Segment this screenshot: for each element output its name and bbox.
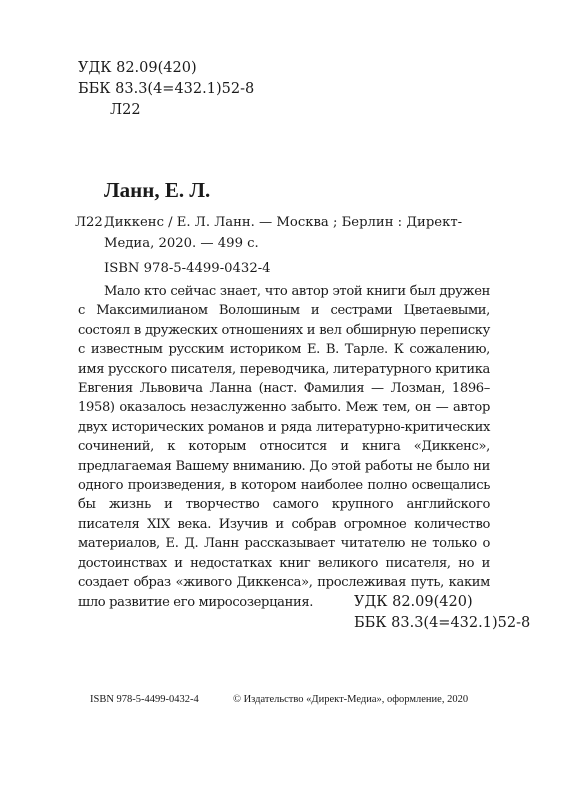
bbk-code-bottom: ББК 83.3(4=432.1)52-8 (354, 615, 531, 631)
udk-code-bottom: УДК 82.09(420) (354, 594, 473, 610)
bbk-code: ББК 83.3(4=432.1)52-8 (78, 81, 255, 97)
udk-code: УДК 82.09(420) (78, 60, 197, 76)
author-heading: Ланн, Е. Л. (104, 178, 211, 202)
bibliographic-author-mark: Л22 (75, 215, 103, 230)
footer-copyright: © Издательство «Директ-Медиа», оформление, 2020 (233, 694, 469, 705)
classification-codes-bottom (354, 592, 530, 634)
footer-isbn: ISBN 978-5-4499-0432-4 (90, 694, 199, 705)
isbn: ISBN 978-5-4499-0432-4 (104, 261, 271, 276)
classification-codes-top (78, 58, 254, 121)
bibliographic-record (75, 212, 490, 254)
author-mark: Л22 (110, 102, 141, 118)
annotation-text: Мало кто сейчас знает, что автор этой книги был дружен с Максимилианом Волошиным и сестрами Цветаевыми, состоял в дружеских отношениях и вел обширную переписку с известным русским историком Е. В. Тарле. К сожалению, имя русского писателя, переводчика, литературного критика Евгения Львовича Ланна (наст. Фамилия — Лозман, 1896–1958) оказалось незаслуженно забыто. Меж тем, он — автор двух исторических романов и ряда литературно-критических сочинений, к которым относится и книга «Диккенс», предлагаемая Вашему вниманию. До этой работы не было ни одного произведения, в котором наиболее полно освещались бы жизнь и творчество самого крупного английского писателя XIX века. Изучив и собрав огромное количество материалов, Е. Д. Ланн рассказывает читателю не только о достоинствах и недостатках книг великого писателя, но и создает образ «живого Диккенса», прослеживая путь, каким шло развитие его миросозерцания. (78, 284, 490, 610)
bibliographic-description: Диккенс / Е. Л. Ланн. — Москва ; Берлин : Директ-Медиа, 2020. — 499 с. (104, 215, 463, 251)
